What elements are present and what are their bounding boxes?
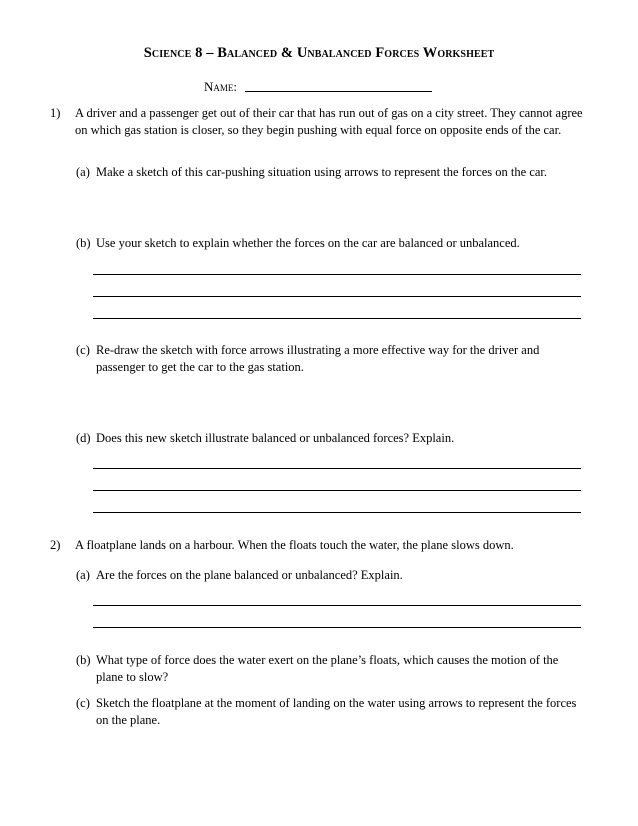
part-label: (c) [76, 343, 90, 357]
part-label: (b) [76, 653, 91, 667]
answer-line[interactable] [93, 296, 581, 297]
part-label: (a) [76, 165, 90, 179]
answer-line[interactable] [93, 318, 581, 319]
part-label: (c) [76, 696, 90, 710]
question-2a [76, 567, 586, 584]
part-text: Does this new sketch illustrate balanced or unbalanced forces? Explain. [96, 431, 455, 445]
part-text: Make a sketch of this car-pushing situation using arrows to represent the forces on the car. [96, 165, 548, 179]
question-1a [76, 164, 586, 181]
question-1b [76, 235, 586, 252]
question-text: A floatplane lands on a harbour. When the floats touch the water, the plane slows down. [75, 538, 514, 552]
question-number: 2) [50, 538, 61, 552]
part-text: Sketch the floatplane at the moment of landing on the water using arrows to represent the forces on the plane. [96, 696, 577, 727]
answer-line[interactable] [93, 512, 581, 513]
question-2b [76, 652, 586, 686]
question-1c [76, 342, 586, 376]
part-text: Are the forces on the plane balanced or unbalanced? Explain. [96, 568, 403, 582]
question-2 [50, 537, 590, 554]
answer-line[interactable] [93, 605, 581, 606]
question-1d [76, 430, 586, 447]
part-text: Re-draw the sketch with force arrows illustrating a more effective way for the driver and passenger to get the car to the gas station. [96, 343, 540, 374]
question-2c [76, 695, 586, 729]
answer-line[interactable] [93, 274, 581, 275]
answer-line[interactable] [93, 627, 581, 628]
part-label: (a) [76, 568, 90, 582]
name-answer-line[interactable] [245, 91, 432, 92]
name-label: Name: [204, 79, 237, 94]
part-text: What type of force does the water exert on the plane’s floats, which causes the motion of the plane to slow? [96, 653, 559, 684]
question-number: 1) [50, 106, 61, 120]
part-text: Use your sketch to explain whether the forces on the car are balanced or unbalanced. [96, 236, 520, 250]
part-label: (d) [76, 431, 91, 445]
answer-line[interactable] [93, 468, 581, 469]
question-1 [50, 105, 590, 139]
worksheet-title: Science 8 – Balanced & Unbalanced Forces Worksheet [143, 45, 495, 61]
question-text: A driver and a passenger get out of their car that has run out of gas on a city street. They cannot agree on which gas station is closer, so they begin pushing with equal force on opposite ends of the car. [75, 106, 583, 137]
answer-line[interactable] [93, 490, 581, 491]
part-label: (b) [76, 236, 91, 250]
